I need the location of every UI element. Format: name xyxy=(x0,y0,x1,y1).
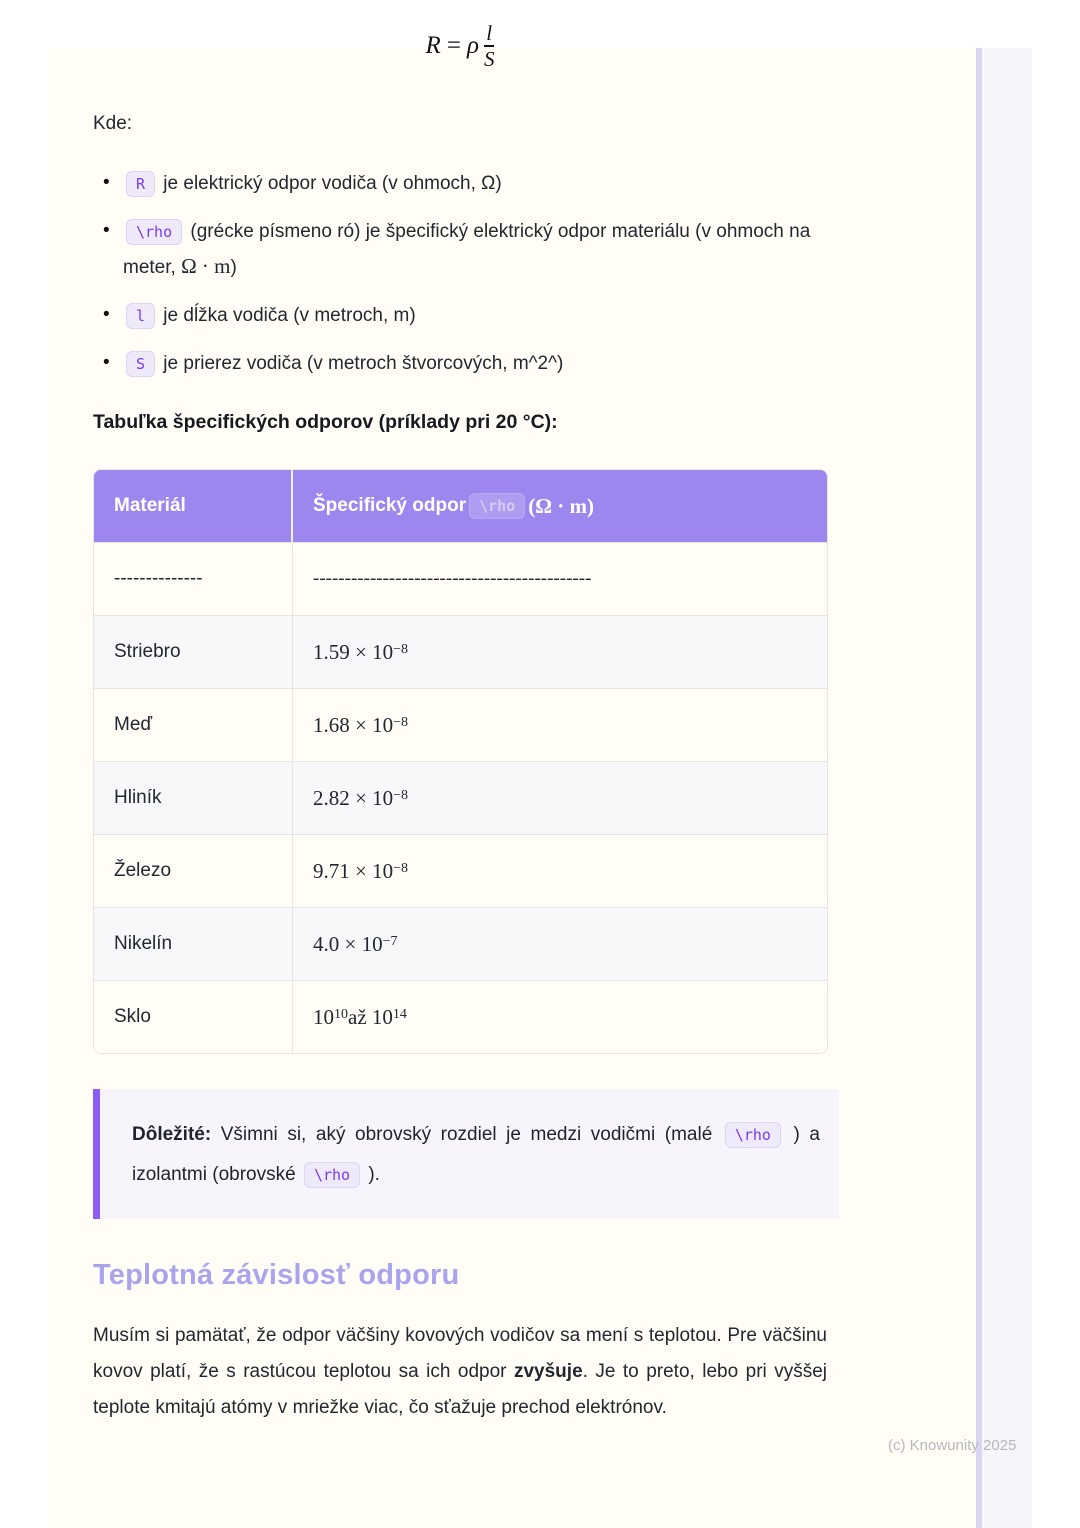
side-panel-band xyxy=(982,48,1032,1528)
cell-resistivity: 2.82 × 10 $^{-8}$ xyxy=(313,785,408,810)
table-row xyxy=(94,980,827,1053)
latex-code-chip: \rho xyxy=(469,493,525,519)
list-item xyxy=(93,298,827,333)
latex-code-chip: l xyxy=(126,303,155,329)
cell-material: Meď xyxy=(94,689,293,761)
symbol-list xyxy=(93,166,827,381)
cell-resistivity: 9.71 × 10 $^{-8}$ xyxy=(313,858,408,883)
list-item-text: l je dĺžka vodiča (v metroch, m) xyxy=(123,305,416,326)
table-row xyxy=(94,615,827,688)
list-item xyxy=(93,346,827,381)
table-row xyxy=(94,907,827,980)
table-caption: Tabuľka špecifických odporov (príklady pri 20 °C): xyxy=(93,411,558,433)
resistance-formula xyxy=(93,22,827,70)
header-cell-resistivity: Špecifický odpor \rho (Ω · m) xyxy=(313,493,595,518)
cell-material: Hliník xyxy=(94,762,293,834)
header-cell-material: Materiál xyxy=(94,470,293,542)
latex-code-chip: \rho xyxy=(725,1122,781,1148)
cell-material: Striebro xyxy=(94,616,293,688)
important-callout: Dôležité: Všimni si, aký obrovský rozdiel je medzi vodičmi (malé \rho ) a izolantmi (obrovské \rho ). xyxy=(93,1089,839,1219)
watermark: (c) Knowunity 2025 xyxy=(888,1437,1017,1454)
table-row xyxy=(94,761,827,834)
list-item-text: \rho (grécke písmeno ró) je špecifický elektrický odpor materiálu (v ohmoch na meter, Ω · m) xyxy=(123,221,811,278)
cell-resistivity: 4.0 × 10 $^{-7}$ xyxy=(313,931,398,956)
latex-code-chip: R xyxy=(126,171,155,197)
fraction-denominator: S xyxy=(483,47,495,71)
resistivity-table xyxy=(93,469,828,1054)
latex-code-chip: \rho xyxy=(304,1162,360,1188)
cell-resistivity: 1.59 × 10 $^{-8}$ xyxy=(313,639,408,664)
cell-resistivity: 10 $^{10}$ až 10 $^{14}$ xyxy=(313,1004,407,1029)
latex-code-chip: \rho xyxy=(126,219,182,245)
cell-resistivity: -------------------------------------------- xyxy=(313,568,592,589)
cell-material: Sklo xyxy=(94,981,293,1053)
table-row xyxy=(94,542,827,615)
list-item xyxy=(93,166,827,201)
formula-rho: ρ xyxy=(466,32,479,59)
fraction-numerator: l xyxy=(486,21,493,45)
document-content xyxy=(93,0,827,1426)
table-header-row xyxy=(94,470,827,542)
table-body xyxy=(94,542,827,1053)
list-item-text: S je prierez vodiča (v metroch štvorcových, m^2^) xyxy=(123,353,563,374)
latex-code-chip: S xyxy=(126,351,155,377)
table-row xyxy=(94,688,827,761)
formula-equals: = xyxy=(446,32,461,59)
body-paragraph: Musím si pamätať, že odpor väčšiny kovových vodičov sa mení s teplotou. Pre väčšinu kovov platí, že s rastúcou teplotou sa ich odpor zvyšuje. Je to preto, lebo pri vyššej teplote kmitajú atómy v mriežke viac, čo sťažuje prechod elektrónov. xyxy=(93,1325,828,1418)
cell-material: Železo xyxy=(94,835,293,907)
list-item-text: R je elektrický odpor vodiča (v ohmoch, Ω) xyxy=(123,173,502,194)
bullet-icon: • xyxy=(103,172,110,193)
list-item xyxy=(93,214,827,285)
kde-label: Kde: xyxy=(93,113,133,134)
cell-resistivity: 1.68 × 10 $^{-8}$ xyxy=(313,712,408,737)
bullet-icon: • xyxy=(103,304,110,325)
bullet-icon: • xyxy=(103,352,110,373)
cell-material: Nikelín xyxy=(94,908,293,980)
section-heading: Teplotná závislosť odporu xyxy=(93,1259,460,1291)
formula-lhs: R xyxy=(425,32,441,59)
table-row xyxy=(94,834,827,907)
formula-fraction xyxy=(484,22,495,70)
bullet-icon: • xyxy=(103,220,110,241)
cell-material: -------------- xyxy=(94,543,293,615)
